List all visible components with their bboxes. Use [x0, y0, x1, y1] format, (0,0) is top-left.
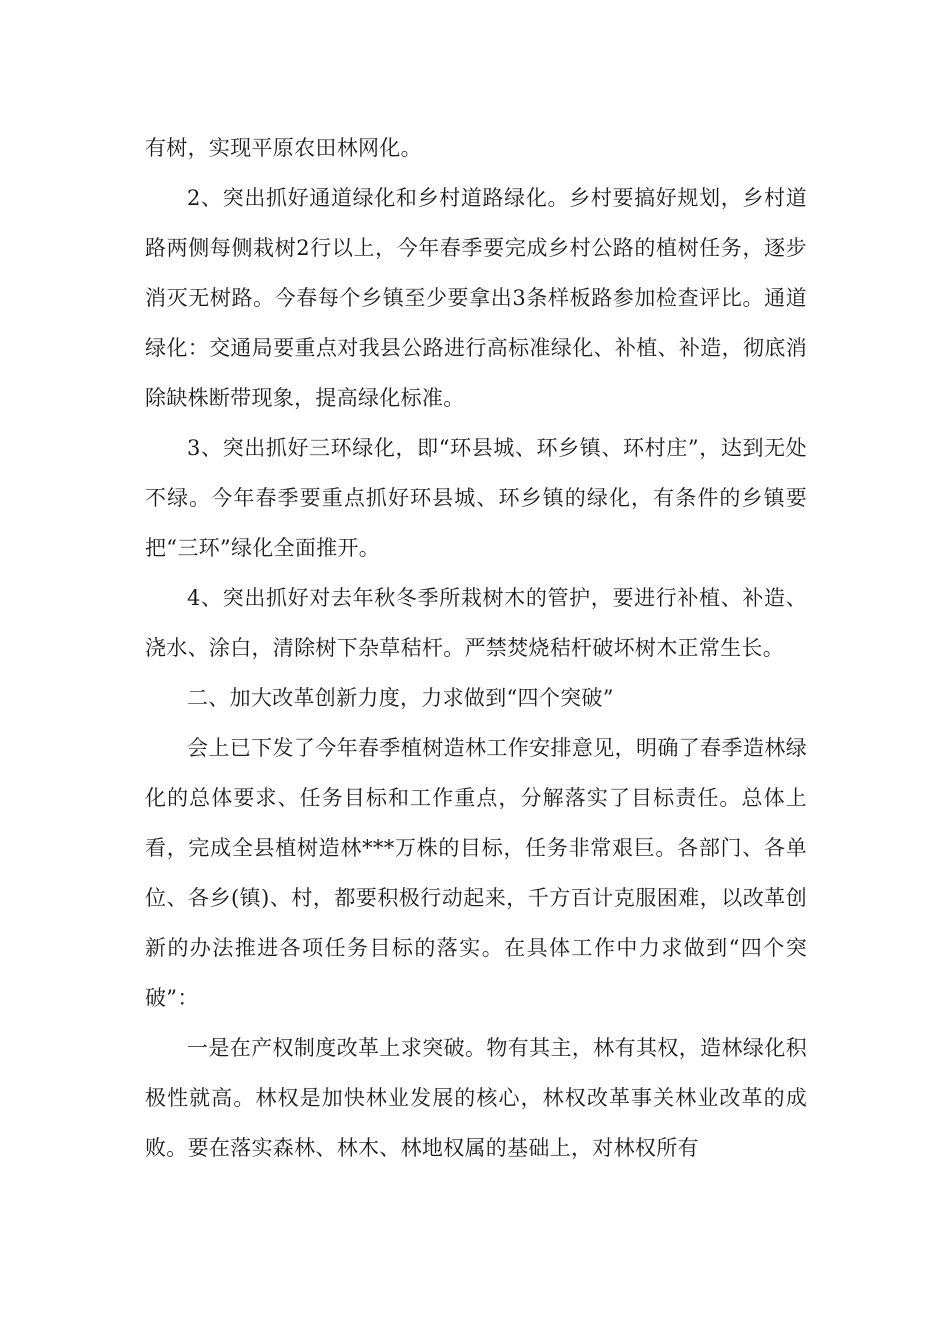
paragraph-4: 4、突出抓好对去年秋冬季所栽树木的管护，要进行补植、补造、浇水、涂白，清除树下杂草秸杆。严禁焚烧秸杆破坏树木正常生长。 [145, 586, 807, 660]
paragraph-1: 有树，实现平原农田林网化。 [145, 136, 422, 160]
document-body [145, 123, 807, 1173]
paragraph-5: 会上已下发了今年春季植树造林工作安排意见，明确了春季造林绿化的总体要求、任务目标和工作重点，分解落实了目标责任。总体上看，完成全县植树造林***万株的目标，任务非常艰巨。各部门、各单位、各乡(镇)、村，都要积极行动起来，千方百计克服困难，以改革创新的办法推进各项任务目标的落实。在具体工作中力求做到“四个突破”： [145, 736, 807, 1010]
paragraph-3: 3、突出抓好三环绿化，即“环县城、环乡镇、环村庄”，达到无处不绿。今年春季要重点抓好环县城、环乡镇的绿化，有条件的乡镇要把“三环”绿化全面推开。 [145, 436, 807, 560]
paragraph-6: 一是在产权制度改革上求突破。物有其主，林有其权，造林绿化积极性就高。林权是加快林业发展的核心，林权改革事关林业改革的成败。要在落实森林、林木、林地权属的基础上，对林权所有 [145, 1036, 807, 1160]
section-heading: 二、加大改革创新力度，力求做到“四个突破” [187, 686, 614, 710]
paragraph-2: 2、突出抓好通道绿化和乡村道路绿化。乡村要搞好规划，乡村道路两侧每侧栽树2行以上，今年春季要完成乡村公路的植树任务，逐步消灭无树路。今春每个乡镇至少要拿出3条样板路参加检查评比。通道绿化：交通局要重点对我县公路进行高标准绿化、补植、补造，彻底消除缺株断带现象，提高绿化标准。 [145, 186, 807, 410]
